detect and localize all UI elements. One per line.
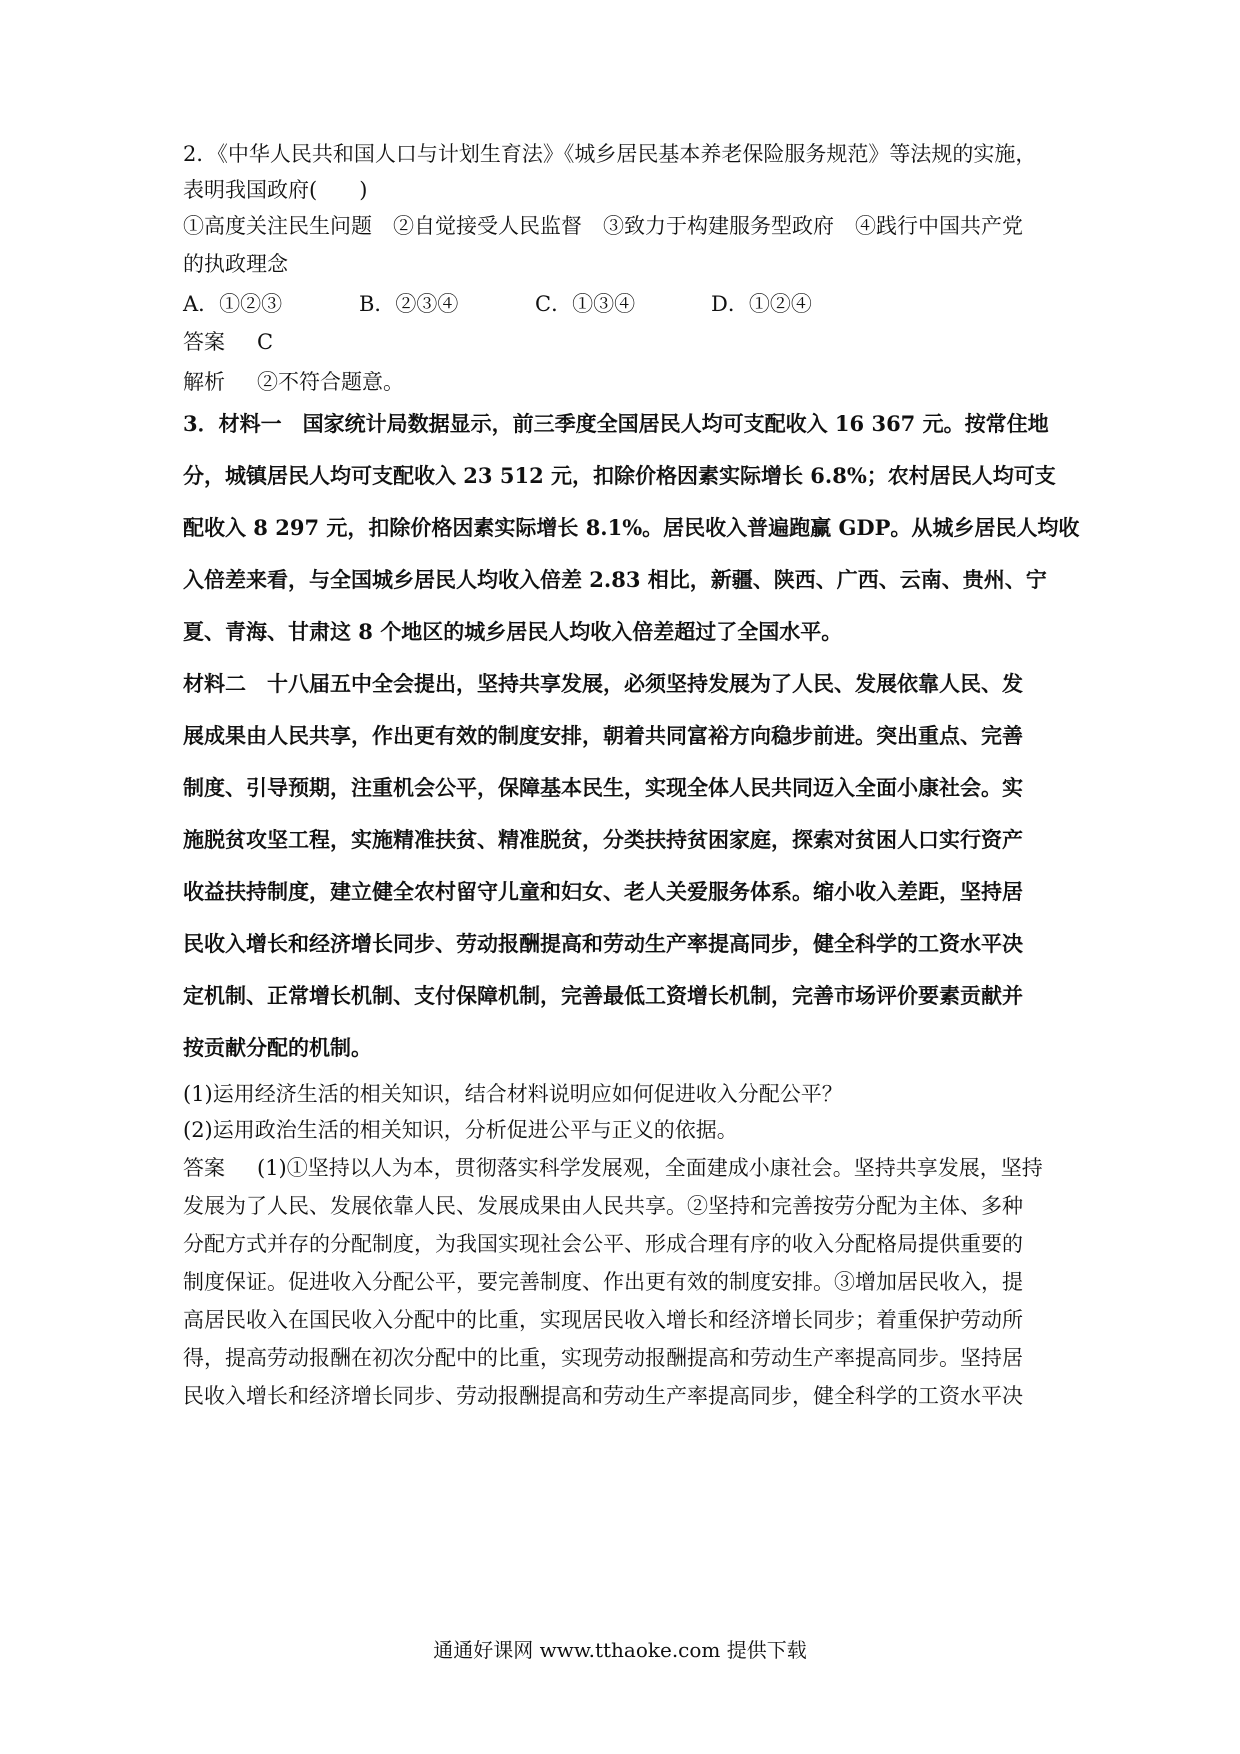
q3-material-2-line: 施脱贫攻坚工程，实施精准扶贫、精准脱贫，分类扶持贫困家庭，探索对贫困人口实行资产 (183, 827, 1023, 852)
q2-answer-label: 答案 (183, 330, 225, 354)
q2-analysis-value: ②不符合题意。 (257, 370, 404, 394)
q3-question-2: (2)运用政治生活的相关知识，分析促进公平与正义的依据。 (183, 1118, 738, 1142)
q3-material-1-line: 夏、青海、甘肃这 8 个地区的城乡居民人均收入倍差超过了全国水平。 (183, 619, 843, 644)
q2-statements-line-2: 的执政理念 (183, 252, 288, 276)
q2-option-c: C．①③④ (535, 292, 636, 316)
q3-material-2-line: 展成果由人民共享，作出更有效的制度安排，朝着共同富裕方向稳步前进。突出重点、完善 (183, 723, 1023, 748)
q3-material-2-line: 民收入增长和经济增长同步、劳动报酬提高和劳动生产率提高同步，健全科学的工资水平决 (183, 931, 1023, 956)
q3-material-1-line: 入倍差来看，与全国城乡居民人均收入倍差 2.83 相比，新疆、陕西、广西、云南、贵州、宁 (183, 567, 1047, 592)
q2-stem-line-2: 表明我国政府( ) (183, 178, 368, 202)
q3-answer-line: 制度保证。促进收入分配公平，要完善制度、作出更有效的制度安排。③增加居民收入，提 (183, 1270, 1023, 1294)
q2-analysis (183, 368, 404, 396)
q3-material-2-line: 定机制、正常增长机制、支付保障机制，完善最低工资增长机制，完善市场评价要素贡献并 (183, 983, 1023, 1008)
q2-stem-line-1: 2．《中华人民共和国人口与计划生育法》《城乡居民基本养老保险服务规范》等法规的实施， (183, 142, 1037, 166)
q3-answer-first-line (183, 1154, 1043, 1182)
q2-answer-value: C (257, 330, 274, 354)
q2-option-b: B．②③④ (359, 292, 459, 316)
q3-material-2-line: 按贡献分配的机制。 (183, 1035, 372, 1060)
q2-analysis-label: 解析 (183, 370, 225, 394)
q3-material-1-line: 配收入 8 297 元，扣除价格因素实际增长 8.1%。居民收入普遍跑赢 GDP。从城乡居民人均收 (183, 515, 1080, 540)
q3-question-1: (1)运用经济生活的相关知识，结合材料说明应如何促进收入分配公平？ (183, 1082, 843, 1106)
q3-answer-label: 答案 (183, 1156, 225, 1180)
q3-answer-line: 得，提高劳动报酬在初次分配中的比重，实现劳动报酬提高和劳动生产率提高同步。坚持居 (183, 1346, 1023, 1370)
q2-option-a: A．①②③ (183, 292, 283, 316)
q3-material-2-line: 制度、引导预期，注重机会公平，保障基本民生，实现全体人民共同迈入全面小康社会。实 (183, 775, 1023, 800)
q2-options (183, 290, 887, 318)
q2-answer (183, 328, 273, 356)
q3-answer-line: 分配方式并存的分配制度，为我国实现社会公平、形成合理有序的收入分配格局提供重要的 (183, 1232, 1023, 1256)
footer-text: 通通好课网 www.tthaoke.com 提供下载 (433, 1638, 807, 1662)
q3-material-2-line: 收益扶持制度，建立健全农村留守儿童和妇女、老人关爱服务体系。缩小收入差距，坚持居 (183, 879, 1023, 904)
q3-answer-line: 发展为了人民、发展依靠人民、发展成果由人民共享。②坚持和完善按劳分配为主体、多种 (183, 1194, 1023, 1218)
q2-statements-line-1: ①高度关注民生问题 ②自觉接受人民监督 ③致力于构建服务型政府 ④践行中国共产党 (183, 214, 1023, 238)
q3-answer-first: (1)①坚持以人为本，贯彻落实科学发展观，全面建成小康社会。坚持共享发展，坚持 (257, 1156, 1043, 1180)
q3-answer-line: 民收入增长和经济增长同步、劳动报酬提高和劳动生产率提高同步，健全科学的工资水平决 (183, 1384, 1023, 1408)
q3-material-2-line: 材料二 十八届五中全会提出，坚持共享发展，必须坚持发展为了人民、发展依靠人民、发 (183, 671, 1023, 696)
q3-material-1-line: 分，城镇居民人均可支配收入 23 512 元，扣除价格因素实际增长 6.8%；农村居民人均可支 (183, 463, 1056, 488)
q3-answer-line: 高居民收入在国民收入分配中的比重，实现居民收入增长和经济增长同步；着重保护劳动所 (183, 1308, 1023, 1332)
q3-material-1-line: 3．材料一 国家统计局数据显示，前三季度全国居民人均可支配收入 16 367 元。按常住地 (183, 411, 1049, 436)
q2-option-d: D．①②④ (711, 292, 812, 316)
